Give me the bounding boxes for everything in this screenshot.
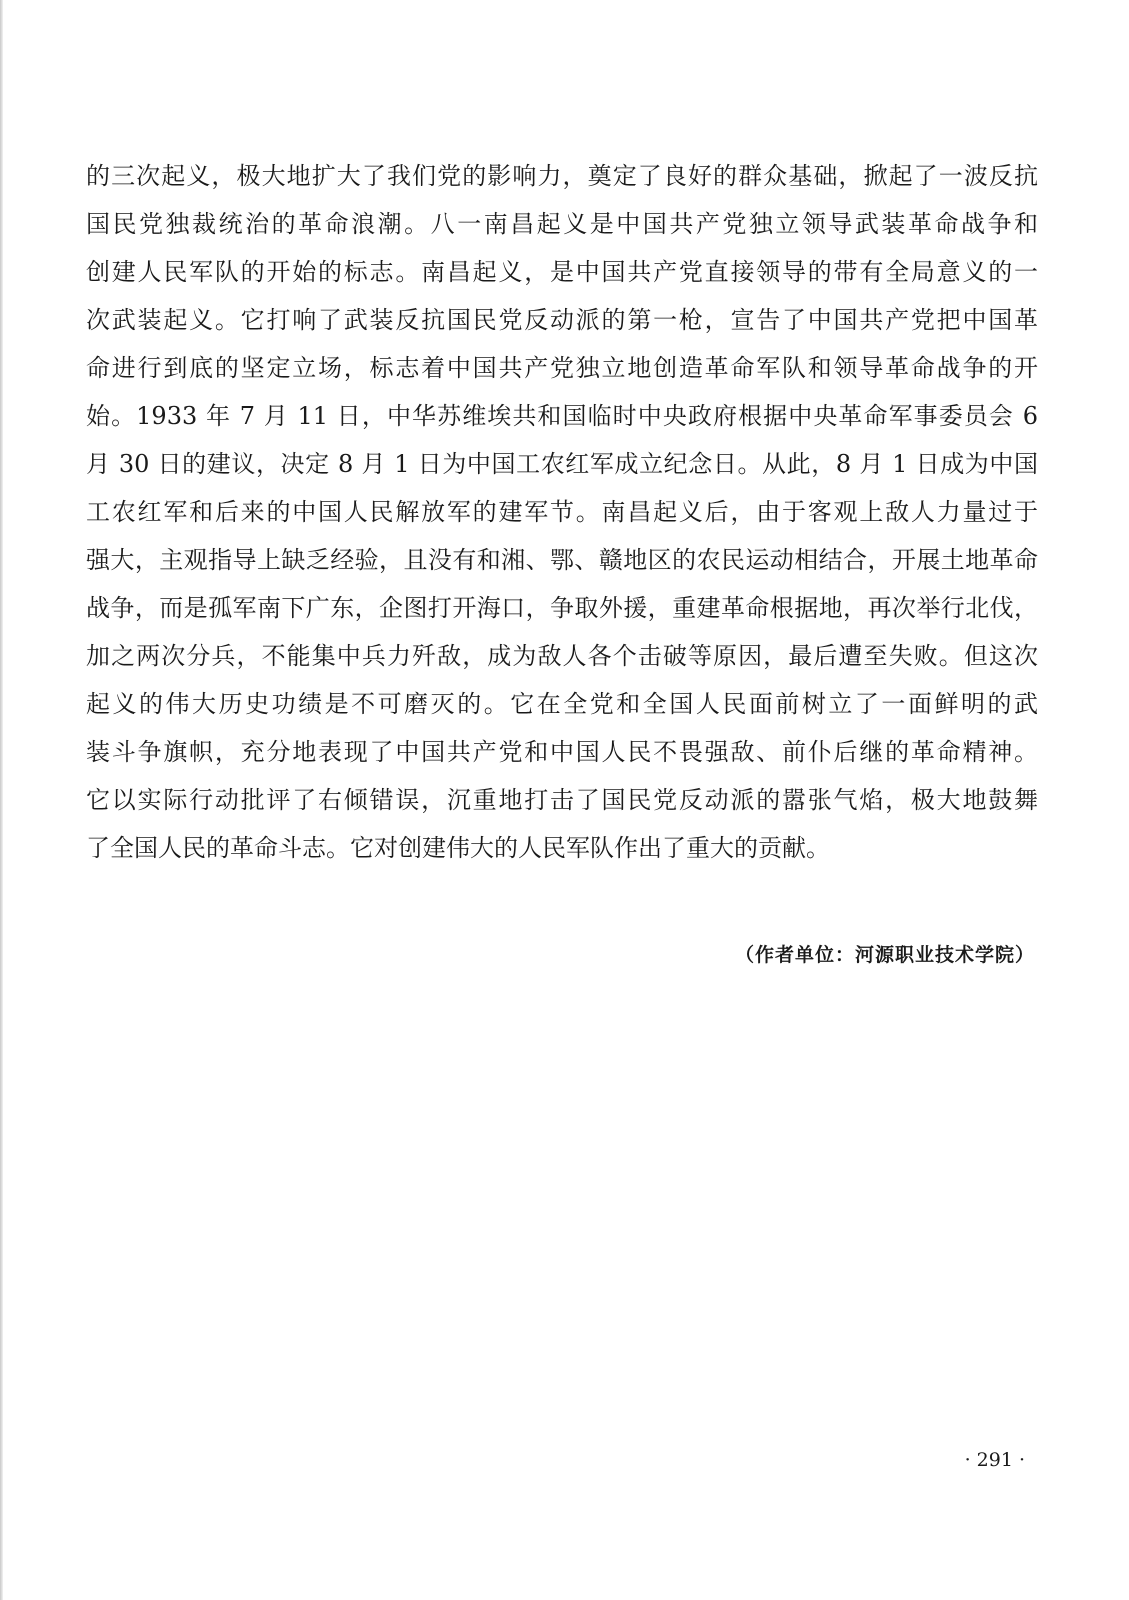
text-line: 命进行到底的坚定立场，标志着中国共产党独立地创造革命军队和领导革命战争的开 bbox=[86, 354, 1038, 382]
text-line: 创建人民军队的开始的标志。南昌起义，是中国共产党直接领导的带有全局意义的一 bbox=[86, 258, 1038, 286]
text-line: 它以实际行动批评了右倾错误，沉重地打击了国民党反动派的嚣张气焰，极大地鼓舞 bbox=[86, 786, 1038, 814]
text-line: 了全国人民的革命斗志。它对创建伟大的人民军队作出了重大的贡献。 bbox=[86, 834, 830, 862]
text-line: 国民党独裁统治的革命浪潮。八一南昌起义是中国共产党独立领导武装革命战争和 bbox=[86, 210, 1038, 238]
text-line: 次武装起义。它打响了武装反抗国民党反动派的第一枪，宣告了中国共产党把中国革 bbox=[86, 306, 1038, 334]
text-line: 起义的伟大历史功绩是不可磨灭的。它在全党和全国人民面前树立了一面鲜明的武 bbox=[86, 690, 1038, 718]
text-line: 始。1933 年 7 月 11 日，中华苏维埃共和国临时中央政府根据中央革命军事委员会 6 bbox=[86, 402, 1038, 430]
body-text bbox=[86, 152, 1038, 872]
text-line: 战争，而是孤军南下广东，企图打开海口，争取外援，重建革命根据地，再次举行北伐， bbox=[86, 594, 1038, 622]
scan-edge bbox=[0, 0, 3, 1600]
text-line: 月 30 日的建议，决定 8 月 1 日为中国工农红军成立纪念日。从此，8 月 1 日成为中国 bbox=[86, 450, 1038, 478]
text-line: 强大，主观指导上缺乏经验，且没有和湘、鄂、赣地区的农民运动相结合，开展土地革命 bbox=[86, 546, 1038, 574]
text-line: 的三次起义，极大地扩大了我们党的影响力，奠定了良好的群众基础，掀起了一波反抗 bbox=[86, 162, 1038, 190]
text-line: 工农红军和后来的中国人民解放军的建军节。南昌起义后，由于客观上敌人力量过于 bbox=[86, 498, 1038, 526]
text-line: 装斗争旗帜，充分地表现了中国共产党和中国人民不畏强敌、前仆后继的革命精神。 bbox=[86, 738, 1038, 766]
page-number: · 291 · bbox=[964, 1449, 1025, 1471]
text-line: 加之两次分兵，不能集中兵力歼敌，成为敌人各个击破等原因，最后遭至失败。但这次 bbox=[86, 642, 1038, 670]
author-affiliation: （作者单位：河源职业技术学院） bbox=[734, 944, 1035, 966]
